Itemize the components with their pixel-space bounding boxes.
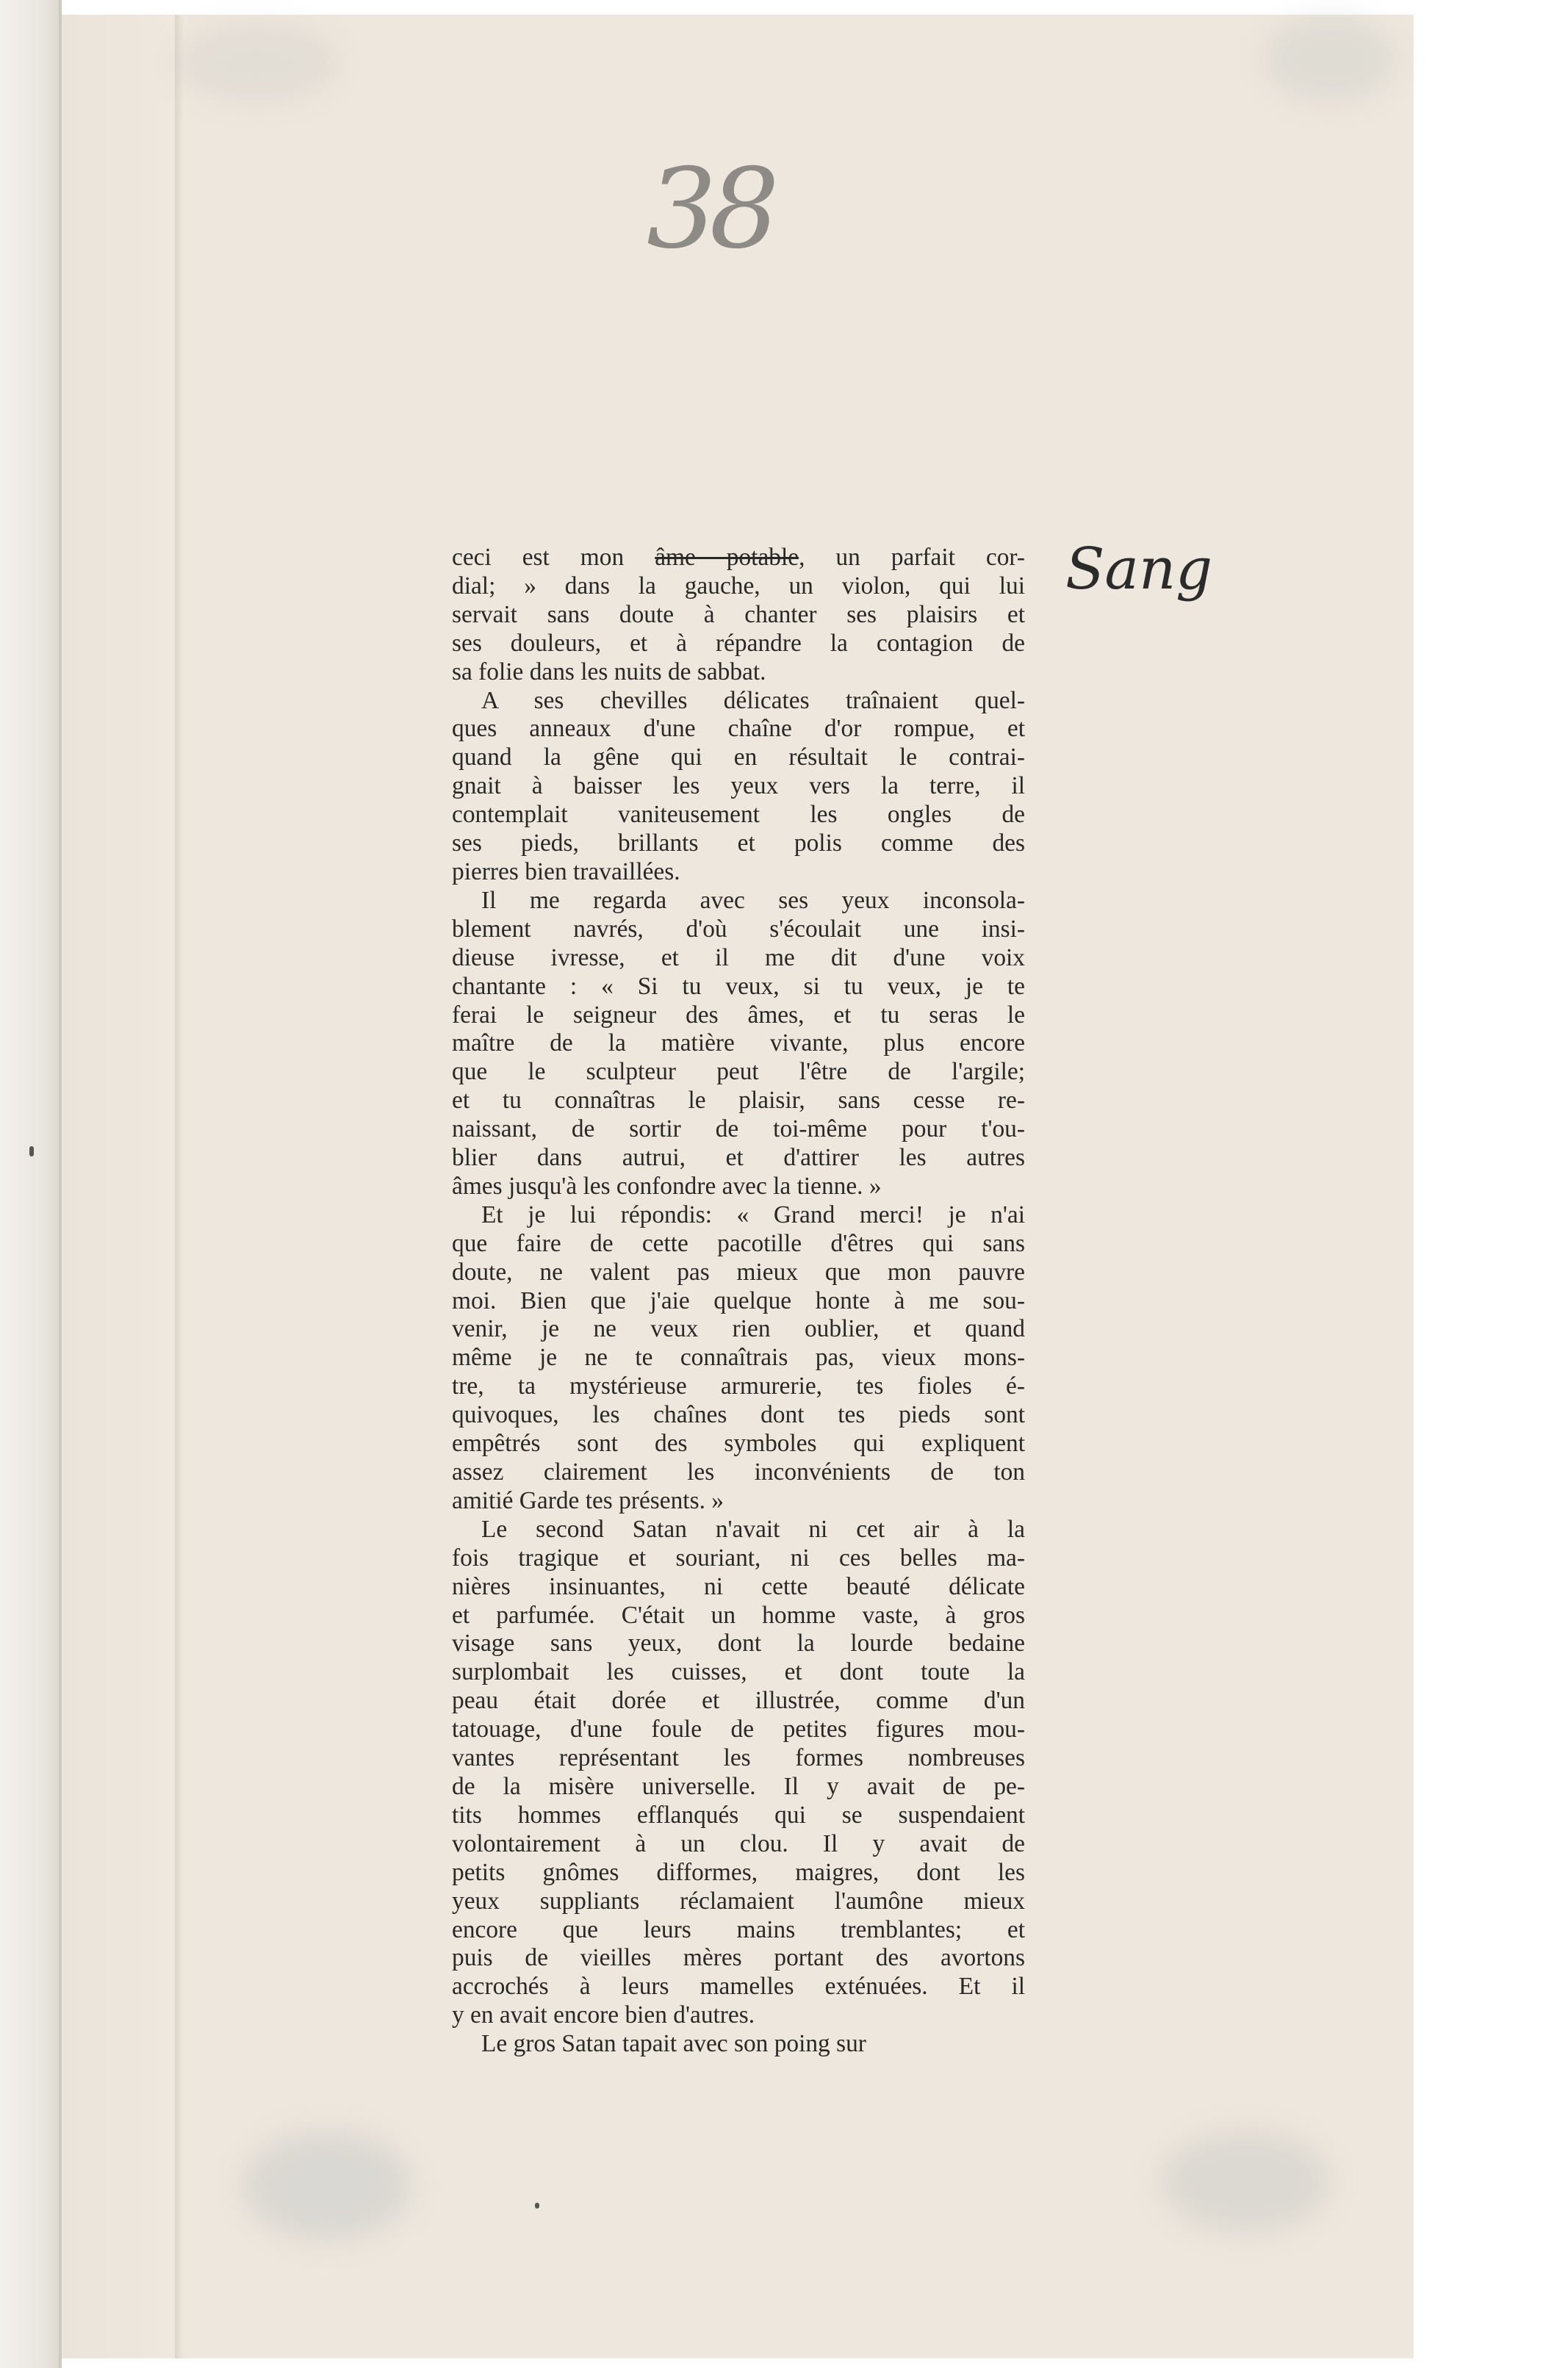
binding-mark [29,1146,34,1156]
text-line: assez clairement les inconvénients de ton [452,1458,1025,1486]
text-line: empêtrés sont des symboles qui expliquent [452,1430,1025,1458]
text-line: Le second Satan n'avait ni cet air à la [481,1515,1025,1543]
text-line: et tu connaîtras le plaisir, sans cesse re- [452,1087,1025,1115]
text-line: blement navrés, d'où s'écoulait une insi- [452,915,1025,943]
foxing-stain [1264,15,1396,103]
text-line: servait sans doute à chanter ses plaisirs et [452,600,1025,628]
foxing-stain [176,22,338,103]
binding-strip [0,0,60,2368]
text-line: nières insinuantes, ni cette beauté délicate [452,1572,1025,1600]
folio-number: 38 [647,145,772,273]
text-line: même je ne te connaîtrais pas, vieux mons- [452,1344,1025,1372]
margin-annotation: Sang [1065,536,1213,602]
text-line: que faire de cette pacotille d'êtres qui sans [452,1229,1025,1257]
text-line: volontairement à un clou. Il y avait de [452,1829,1025,1857]
text-line: que le sculpteur peut l'être de l'argile; [452,1058,1025,1086]
foxing-stain [242,2131,411,2241]
text-line: quivoques, les chaînes dont tes pieds sont [452,1401,1025,1429]
text-line: gnait à baisser les yeux vers la terre, il [452,772,1025,800]
text-line: blier dans autrui, et d'attirer les autres [452,1144,1025,1172]
text-line: ceci est mon âme potable, un parfait cor- [452,544,1026,571]
text-line: ses pieds, brillants et polis comme des [452,829,1025,857]
text-line: y en avait encore bien d'autres. [452,2001,755,2029]
mount-gutter [62,15,179,2358]
text-line: visage sans yeux, dont la lourde bedaine [452,1630,1025,1658]
text-line: et parfumée. C'était un homme vaste, à gros [452,1601,1025,1629]
text-line: puis de vieilles mères portant des avortons [452,1944,1025,1972]
text-line: maître de la matière vivante, plus encore [452,1029,1025,1057]
text-line: de la misère universelle. Il y avait de pe- [452,1772,1025,1800]
text-line: encore que leurs mains tremblantes; et [452,1915,1025,1943]
ink-speck [535,2203,539,2209]
text-line: peau était dorée et illustrée, comme d'un [452,1687,1025,1715]
text-line: chantante : « Si tu veux, si tu veux, je te [452,972,1025,1000]
text-line: naissant, de sortir de toi-même pour t'ou- [452,1115,1025,1143]
text-line: venir, je ne veux rien oublier, et quand [452,1315,1025,1343]
text-line: yeux suppliants réclamaient l'aumône mieux [452,1887,1025,1915]
text-line: A ses chevilles délicates traînaient quel- [481,686,1025,714]
text-line: moi. Bien que j'aie quelque honte à me sou- [452,1286,1025,1314]
foxing-stain [1161,2131,1330,2234]
text-line: contemplait vaniteusement les ongles de [452,801,1025,829]
text-line: Et je lui répondis: « Grand merci! je n'ai [481,1201,1025,1228]
sheet-shadow [175,15,184,2358]
text-line: vantes représentant les formes nombreuses [452,1744,1025,1772]
text-line: quand la gêne qui en résultait le contrai- [452,744,1025,771]
text-line: ses douleurs, et à répandre la contagion de [452,629,1025,657]
text-line: tatouage, d'une foule de petites figures mou- [452,1716,1025,1743]
struck-word: âme potable [655,544,799,571]
text-line: âmes jusqu'à les confondre avec la tienne. » [452,1172,882,1200]
text-line: amitié Garde tes présents. » [452,1486,724,1514]
text-line: ferai le seigneur des âmes, et tu seras le [452,1001,1025,1029]
text-line: petits gnômes difformes, maigres, dont les [452,1858,1025,1886]
text-line: accrochés à leurs mamelles exténuées. Et il [452,1973,1025,2001]
text-line: pierres bien travaillées. [452,857,680,885]
text-line: fois tragique et souriant, ni ces belles ma- [452,1544,1025,1572]
text-line: ques anneaux d'une chaîne d'or rompue, et [452,715,1025,743]
text-line: dial; » dans la gauche, un violon, qui lui [452,572,1025,600]
text-line: surplombait les cuisses, et dont toute la [452,1658,1025,1686]
text-line: dieuse ivresse, et il me dit d'une voix [452,943,1025,971]
text-line: Le gros Satan tapait avec son poing sur [481,2030,866,2058]
text-line: sa folie dans les nuits de sabbat. [452,658,766,685]
text-line: tre, ta mystérieuse armurerie, tes fioles é- [452,1372,1025,1400]
text-line: tits hommes efflanqués qui se suspendaient [452,1801,1025,1829]
text-line: doute, ne valent pas mieux que mon pauvre [452,1258,1025,1286]
text-line: Il me regarda avec ses yeux inconsola- [481,886,1025,914]
printed-text-block [452,544,1025,2059]
